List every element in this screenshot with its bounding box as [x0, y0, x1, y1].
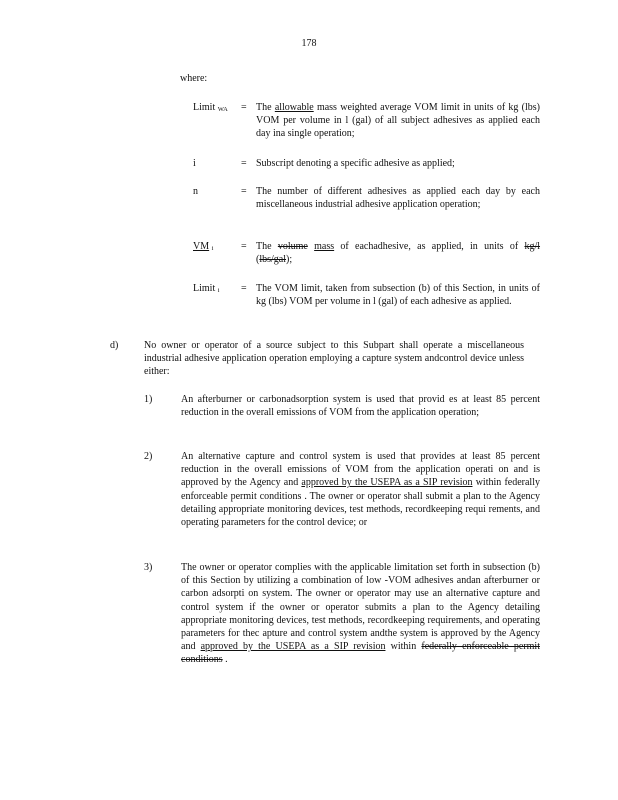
definition-equals: =	[241, 102, 247, 113]
item-text: An afterburner or carbonadsorption system is used that provid es at least 85 percent reduction in the overall emissions of VOM from the application operation;	[181, 394, 540, 419]
definition-term-main: VM	[193, 241, 210, 252]
definition-text: The number of different adhesives as applied each day by each miscellaneous industrial adhesive application operation;	[256, 186, 540, 211]
definition-term-subscript: i	[217, 287, 220, 294]
item-text: The owner or operator complies with the applicable limitation set forth in subsection (b) of this Section by utilizing a combination of low -VOM adhesives andan afterburner or carbon adsorpti on system. The owner or operator may use an alternative capture and control system if the owner or operator submits a plan to the Agency detailing appropriate monitoring devices, test methods, recordkeeping requirements, and operating parameters for thec apture and control system andthe system is approved by the Agency and approved by the USEPA as a SIP revision within federally enforceable permit conditions .	[181, 562, 540, 666]
definition-term-main: i	[193, 158, 196, 169]
paragraph-d-label: d)	[110, 340, 119, 351]
definition-equals: =	[241, 241, 247, 252]
definition-term	[193, 157, 239, 170]
definition-term-subscript: WA	[217, 106, 228, 113]
definition-text: The VOM limit, taken from subsection (b) of this Section, in units of kg (lbs) VOM per volume in l (gal) of each adhesive as applied.	[256, 283, 540, 308]
definition-term	[193, 101, 239, 116]
definition-text: The volume mass of eachadhesive, as applied, in units of kg/l (lbs/gal);	[256, 241, 541, 266]
definition-term-subscript: i	[211, 245, 214, 252]
definition-text: Subscript denoting a specific adhesive as applied;	[256, 158, 455, 169]
item-text: An alternative capture and control system is used that provides at least 85 percent reduction in the overall emissions of VOM from the application operati on and is approved by the Agency and approved by the USEPA as a SIP revision within federally enforceable permit conditions . The owner or operator shall submit a plan to the Agency detailing appropriate monitoring devices, test methods, recordkeeping requi rements, and operating parameters for the control device; or	[181, 451, 540, 529]
where-label: where:	[180, 73, 208, 84]
definition-term-main: n	[193, 186, 198, 197]
definition-equals: =	[241, 283, 247, 294]
item-number: 1)	[144, 394, 153, 405]
paragraph-d-text: No owner or operator of a source subject to this Subpart shall operate a miscellaneous industrial adhesive application operation employing a capture system andcontrol device unless either:	[144, 340, 524, 378]
definition-term-main: Limit	[193, 102, 216, 113]
definition-term	[193, 282, 239, 297]
item-number: 3)	[144, 562, 153, 573]
item-number: 2)	[144, 451, 153, 462]
definition-text: The allowable mass weighted average VOM limit in units of kg (lbs) VOM per volume in l (gal) of all subject adhesives as applied each day ina single operation;	[256, 102, 541, 140]
definition-term	[193, 185, 239, 198]
definition-equals: =	[241, 186, 247, 197]
definition-equals: =	[241, 158, 247, 169]
definition-term-main: Limit	[193, 283, 216, 294]
definition-term	[193, 240, 239, 255]
page-number: 178	[301, 38, 317, 49]
